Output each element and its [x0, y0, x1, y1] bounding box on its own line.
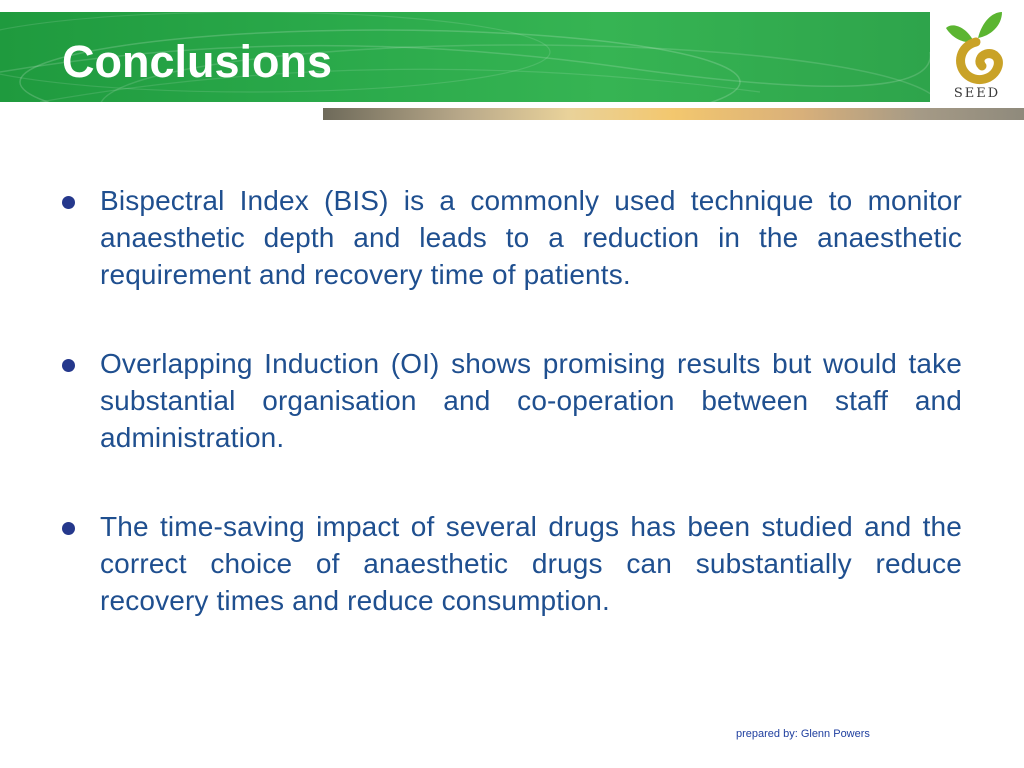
- list-item: [62, 182, 962, 293]
- bullet-dot-icon: [62, 196, 75, 209]
- list-item: [62, 345, 962, 456]
- bullet-text: Overlapping Induction (OI) shows promising results but would take substantial organisation and co-operation between staff and administration.: [100, 348, 962, 453]
- bullet-dot-icon: [62, 359, 75, 372]
- conclusion-bullet-list: [62, 182, 962, 671]
- footer-credit: prepared by: Glenn Powers: [736, 728, 870, 740]
- logo-wordmark: SEED: [953, 86, 1001, 101]
- header-accent-strip: [323, 108, 1024, 120]
- bullet-text: The time-saving impact of several drugs has been studied and the correct choice of anaesthetic drugs can substantially reduce recovery times and reduce consumption.: [100, 511, 962, 616]
- slide-title: Conclusions: [62, 36, 333, 87]
- bullet-dot-icon: [62, 522, 75, 535]
- list-item: [62, 508, 962, 619]
- bullet-text: Bispectral Index (BIS) is a commonly used technique to monitor anaesthetic depth and leads to a reduction in the anaesthetic requirement and recovery time of patients.: [100, 185, 962, 290]
